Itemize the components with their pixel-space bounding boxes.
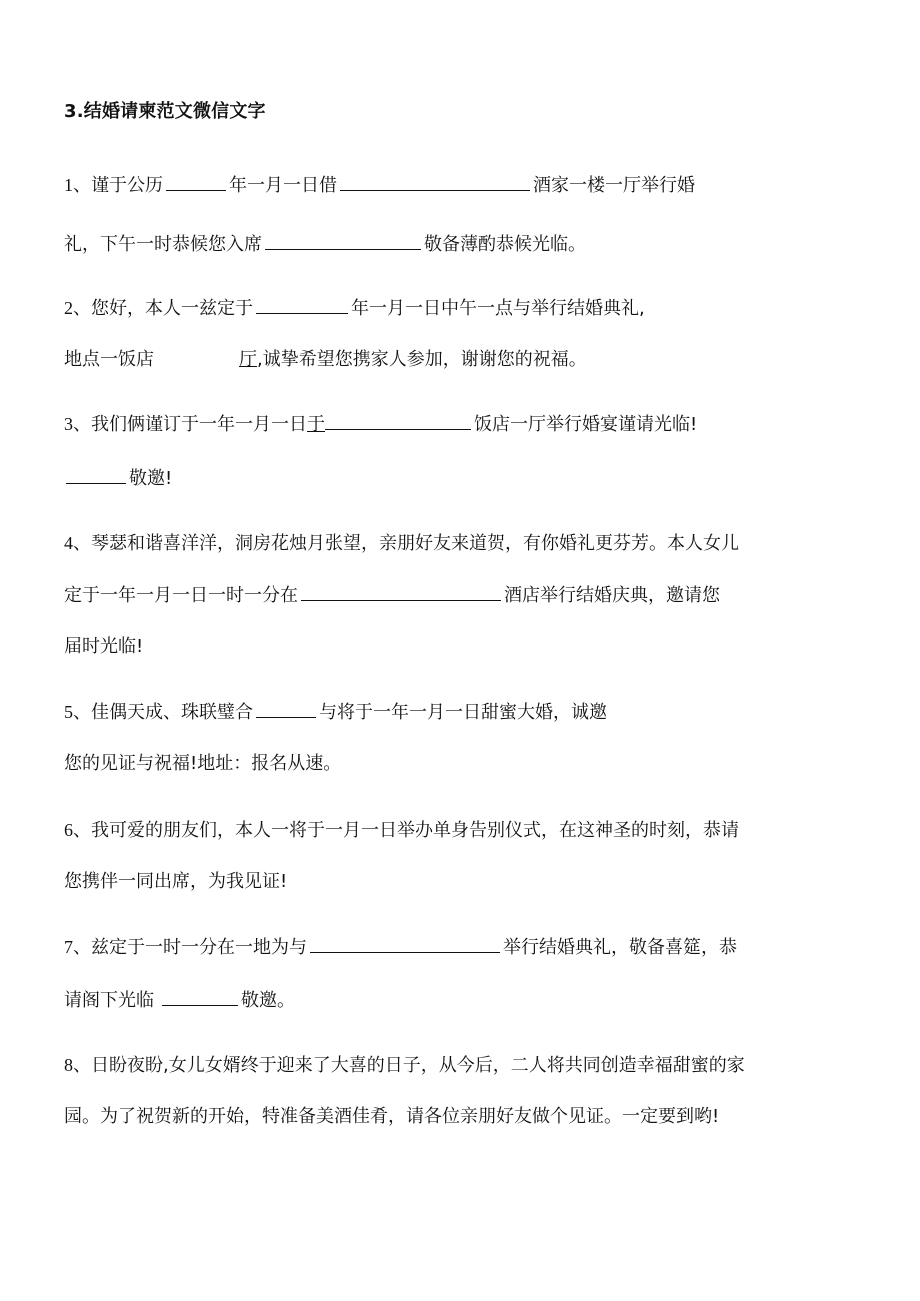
item-2-line-1 [64, 296, 645, 321]
fill-blank [162, 988, 238, 1006]
item-5-line-1 [64, 700, 607, 725]
fill-blank [256, 700, 316, 718]
text-segment: 您携伴一同出席，为我见证! [64, 871, 288, 892]
item-number: 4、 [64, 533, 91, 553]
text-segment: 届时光临! [64, 636, 144, 657]
text-segment: 您的见证与祝福!地址：报名从速。 [64, 753, 342, 774]
fill-blank [310, 935, 500, 953]
text-segment: 请阁下光临 [64, 990, 154, 1011]
text-segment: 举行结婚典礼，敬备喜筵，恭 [503, 937, 737, 958]
text-segment: 礼，下午一时恭候您入席 [64, 234, 262, 255]
item-4-line-1 [64, 531, 739, 556]
text-segment: 谨于公历 [91, 175, 163, 196]
item-4-line-3 [64, 635, 143, 659]
item-3-line-1 [64, 412, 697, 437]
item-2-line-2 [64, 348, 587, 372]
fill-blank [325, 412, 471, 430]
text-segment: 兹定于一时一分在一地为与 [91, 937, 307, 958]
fill-blank [340, 173, 530, 191]
text-segment: 年一月一日借 [229, 175, 337, 196]
text-segment: 佳偶天成、珠联璧合 [91, 702, 253, 723]
item-7-line-1 [64, 935, 737, 960]
fill-blank [265, 232, 421, 250]
text-segment: 琴瑟和谐喜洋洋，洞房花烛月张望，亲朋好友来道贺，有你婚礼更芬芳。本人女儿 [91, 533, 739, 554]
text-segment: 酒店举行结婚庆典，邀请您 [504, 585, 720, 606]
item-6-line-1 [64, 818, 739, 843]
fill-blank [66, 466, 126, 484]
item-number: 1、 [64, 175, 91, 195]
text-segment: 我可爱的朋友们，本人一将于一月一日举办单身告别仪式，在这神圣的时刻，恭请 [91, 820, 739, 841]
item-5-line-2 [64, 752, 341, 776]
item-number: 7、 [64, 937, 91, 957]
item-3-line-2 [64, 466, 172, 491]
fill-blank [166, 173, 226, 191]
item-number: 6、 [64, 820, 91, 840]
item-1-line-1 [64, 173, 695, 198]
text-segment: 饭店一厅举行婚宴谨请光临! [474, 414, 698, 435]
text-segment: 您好，本人一兹定于 [91, 298, 253, 319]
item-7-line-2 [64, 988, 295, 1013]
text-segment: 我们俩谨订于一年一月一日 [91, 414, 307, 435]
text-segment: 于 [307, 414, 325, 435]
text-segment: ,诚挚希望您携家人参加，谢谢您的祝福。 [257, 349, 587, 370]
text-segment: 园。为了祝贺新的开始，特准备美酒佳肴，请各位亲朋好友做个见证。一定要到哟! [64, 1106, 720, 1127]
text-segment: 日盼夜盼,女儿女婿终于迎来了大喜的日子，从今后，二人将共同创造幸福甜蜜的家 [91, 1055, 745, 1076]
item-4-line-2 [64, 583, 720, 608]
item-8-line-2 [64, 1105, 719, 1129]
item-1-line-2 [64, 232, 586, 257]
fill-blank [256, 296, 348, 314]
text-segment: 敬邀。 [241, 990, 295, 1011]
item-number: 8、 [64, 1055, 91, 1075]
text-segment: 敬邀! [129, 468, 173, 489]
fill-blank [301, 583, 501, 601]
text-segment: 敬备薄酌恭候光临。 [424, 234, 586, 255]
text-segment: 年一月一日中午一点与举行结婚典礼, [351, 298, 645, 319]
document-title: 3.结婚请柬范文微信文字 [64, 101, 266, 122]
text-segment: 厅 [239, 349, 257, 370]
text-segment: 地点一饭店 [64, 349, 154, 370]
text-segment: 与将于一年一月一日甜蜜大婚，诚邀 [319, 702, 607, 723]
text-segment: 酒家一楼一厅举行婚 [533, 175, 695, 196]
item-6-line-2 [64, 870, 287, 894]
item-number: 5、 [64, 702, 91, 722]
item-8-line-1 [64, 1053, 745, 1078]
item-number: 3、 [64, 414, 91, 434]
item-number: 2、 [64, 298, 91, 318]
text-segment: 定于一年一月一日一时一分在 [64, 585, 298, 606]
